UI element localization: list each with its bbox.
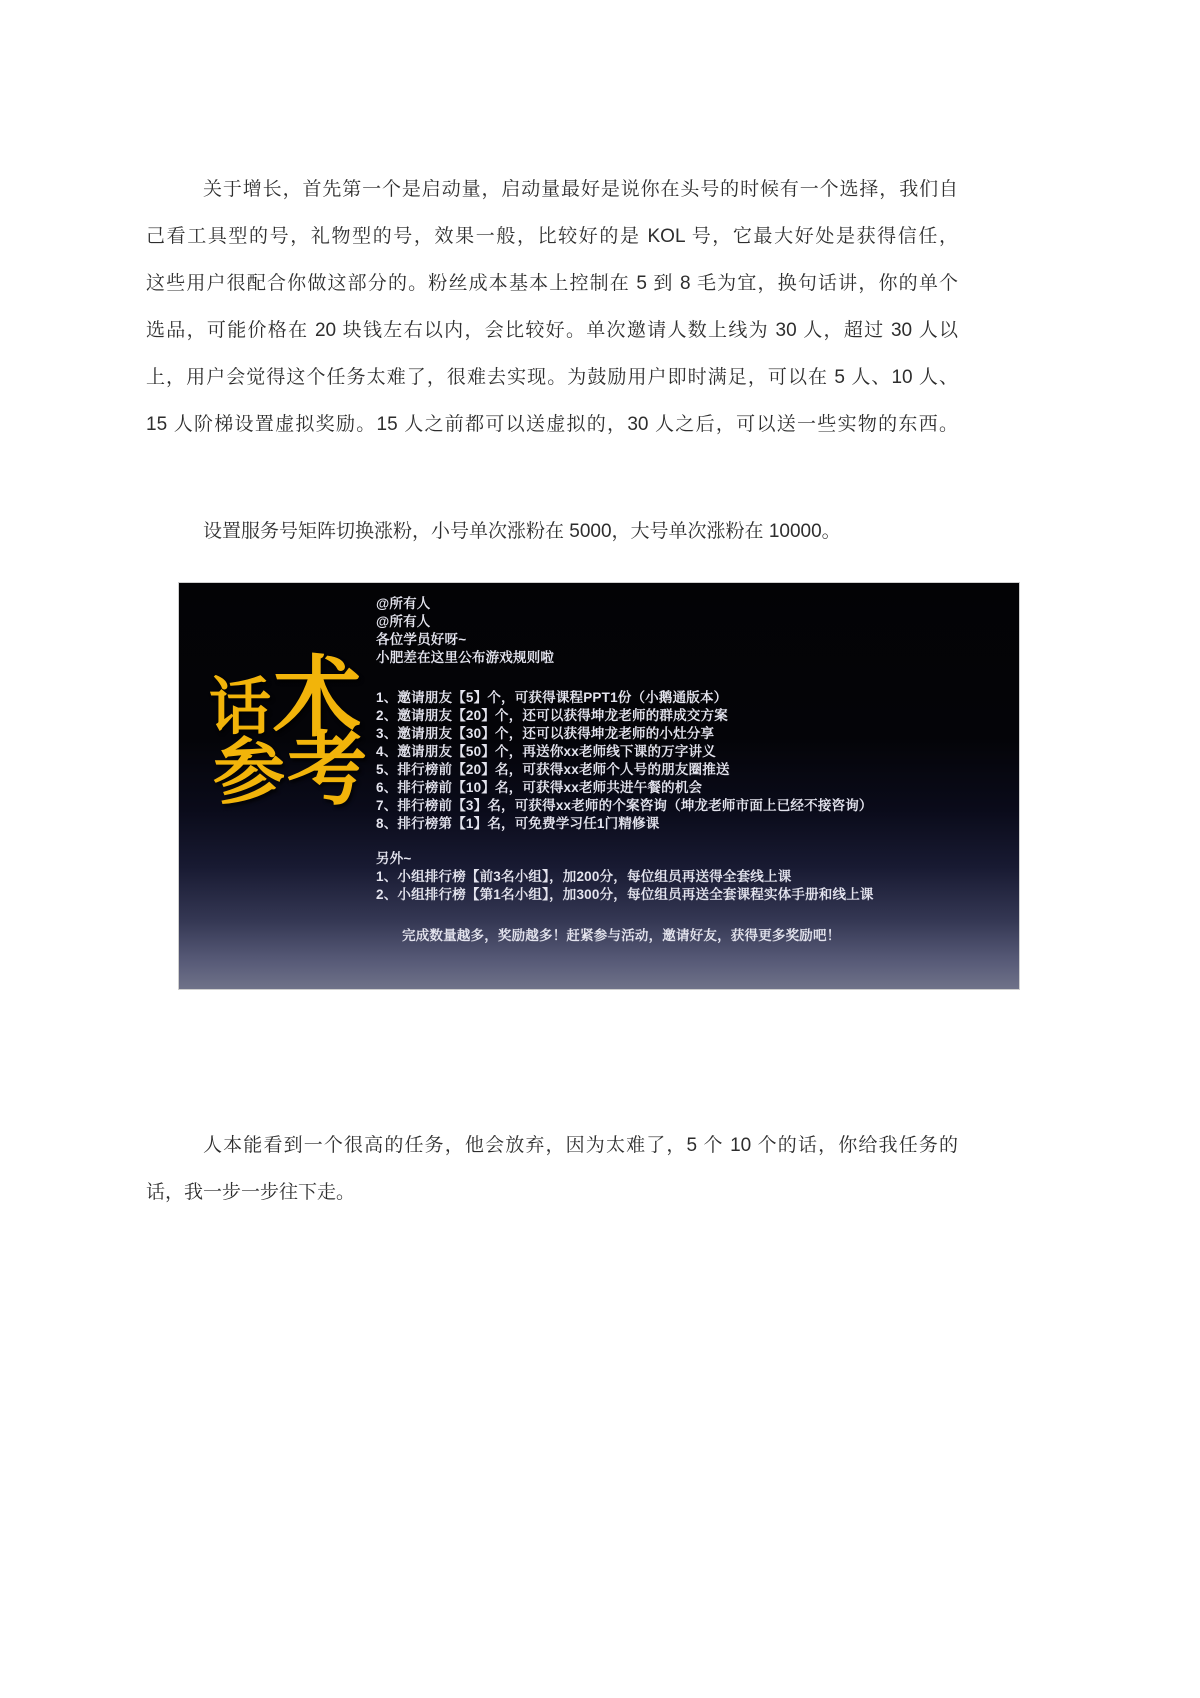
slide-rule-line: 2、邀请朋友【20】个，还可以获得坤龙老师的群成交方案: [376, 708, 728, 723]
embedded-slide-image: [178, 582, 1020, 990]
paragraph-line: 上，用户会觉得这个任务太难了，很难去实现。为鼓励用户即时满足，可以在 5 人、10 人、: [146, 367, 958, 388]
slide-rule-line: 3、邀请朋友【30】个，还可以获得坤龙老师的小灶分享: [376, 726, 715, 741]
paragraph-1: [146, 166, 958, 448]
slide-rule-line: 7、排行榜前【3】名，可获得xx老师的个案咨询（坤龙老师市面上已经不接咨询）: [376, 798, 873, 813]
paragraph-line: 己看工具型的号，礼物型的号，效果一般，比较好的是 KOL 号，它最大好处是获得信任，: [146, 226, 958, 247]
spacer: [376, 904, 874, 927]
slide-extra-rule-line: 2、小组排行榜【第1名小组】，加300分，每位组员再送全套课程实体手册和线上课: [376, 887, 874, 902]
paragraph-2: [146, 508, 958, 555]
slide-greeting-line: 小肥差在这里公布游戏规则啦: [376, 650, 555, 665]
spacer: [376, 833, 874, 850]
paragraph-3: [146, 1122, 958, 1216]
slide-title-char: 参: [213, 729, 286, 814]
slide-extra-title: 另外~: [376, 851, 412, 866]
paragraph-line: 选品，可能价格在 20 块钱左右以内，会比较好。单次邀请人数上线为 30 人，超过 30 人以: [146, 320, 958, 341]
slide-title-row-2: [213, 722, 368, 816]
slide-greeting-line: @所有人: [376, 596, 431, 611]
slide-greeting-line: @所有人: [376, 614, 431, 629]
slide-rule-line: 6、排行榜前【10】名，可获得xx老师共进午餐的机会: [376, 780, 703, 795]
slide-title-char: 术: [273, 645, 362, 749]
paragraph-line: 这些用户很配合你做这部分的。粉丝成本基本上控制在 5 到 8 毛为宜，换句话讲，你的单个: [146, 273, 958, 294]
slide-footer-line: 完成数量越多，奖励越多！赶紧参与活动，邀请好友，获得更多奖励吧！: [402, 928, 841, 943]
slide-title-char: 话: [209, 670, 272, 743]
slide-title-char: 考: [287, 722, 368, 816]
paragraph-line: 设置服务号矩阵切换涨粉，小号单次涨粉在 5000，大号单次涨粉在 10000。: [203, 521, 841, 542]
spacer: [376, 667, 874, 689]
paragraph-line: 关于增长，首先第一个是启动量，启动量最好是说你在头号的时候有一个选择，我们自: [203, 179, 958, 200]
slide-rule-line: 4、邀请朋友【50】个，再送你xx老师线下课的万字讲义: [376, 744, 716, 759]
slide-greeting-line: 各位学员好呀~: [376, 632, 467, 647]
paragraph-line: 15 人阶梯设置虚拟奖励。15 人之前都可以送虚拟的，30 人之后，可以送一些实物的东西。: [146, 414, 958, 435]
slide-rule-line: 1、邀请朋友【5】个，可获得课程PPT1份（小鹅通版本）: [376, 690, 728, 705]
paragraph-line: 人本能看到一个很高的任务，他会放弃，因为太难了，5 个 10 个的话，你给我任务的: [203, 1135, 958, 1156]
slide-extra-rule-line: 1、小组排行榜【前3名小组】，加200分，每位组员再送得全套线上课: [376, 869, 792, 884]
slide-rule-line: 8、排行榜第【1】名，可免费学习任1门精修课: [376, 816, 660, 831]
slide-text-block: [376, 595, 874, 945]
slide-title-calligraphy: [209, 645, 368, 816]
paragraph-line: 话，我一步一步往下走。: [146, 1182, 356, 1203]
slide-rule-line: 5、排行榜前【20】名，可获得xx老师个人号的朋友圈推送: [376, 762, 730, 777]
